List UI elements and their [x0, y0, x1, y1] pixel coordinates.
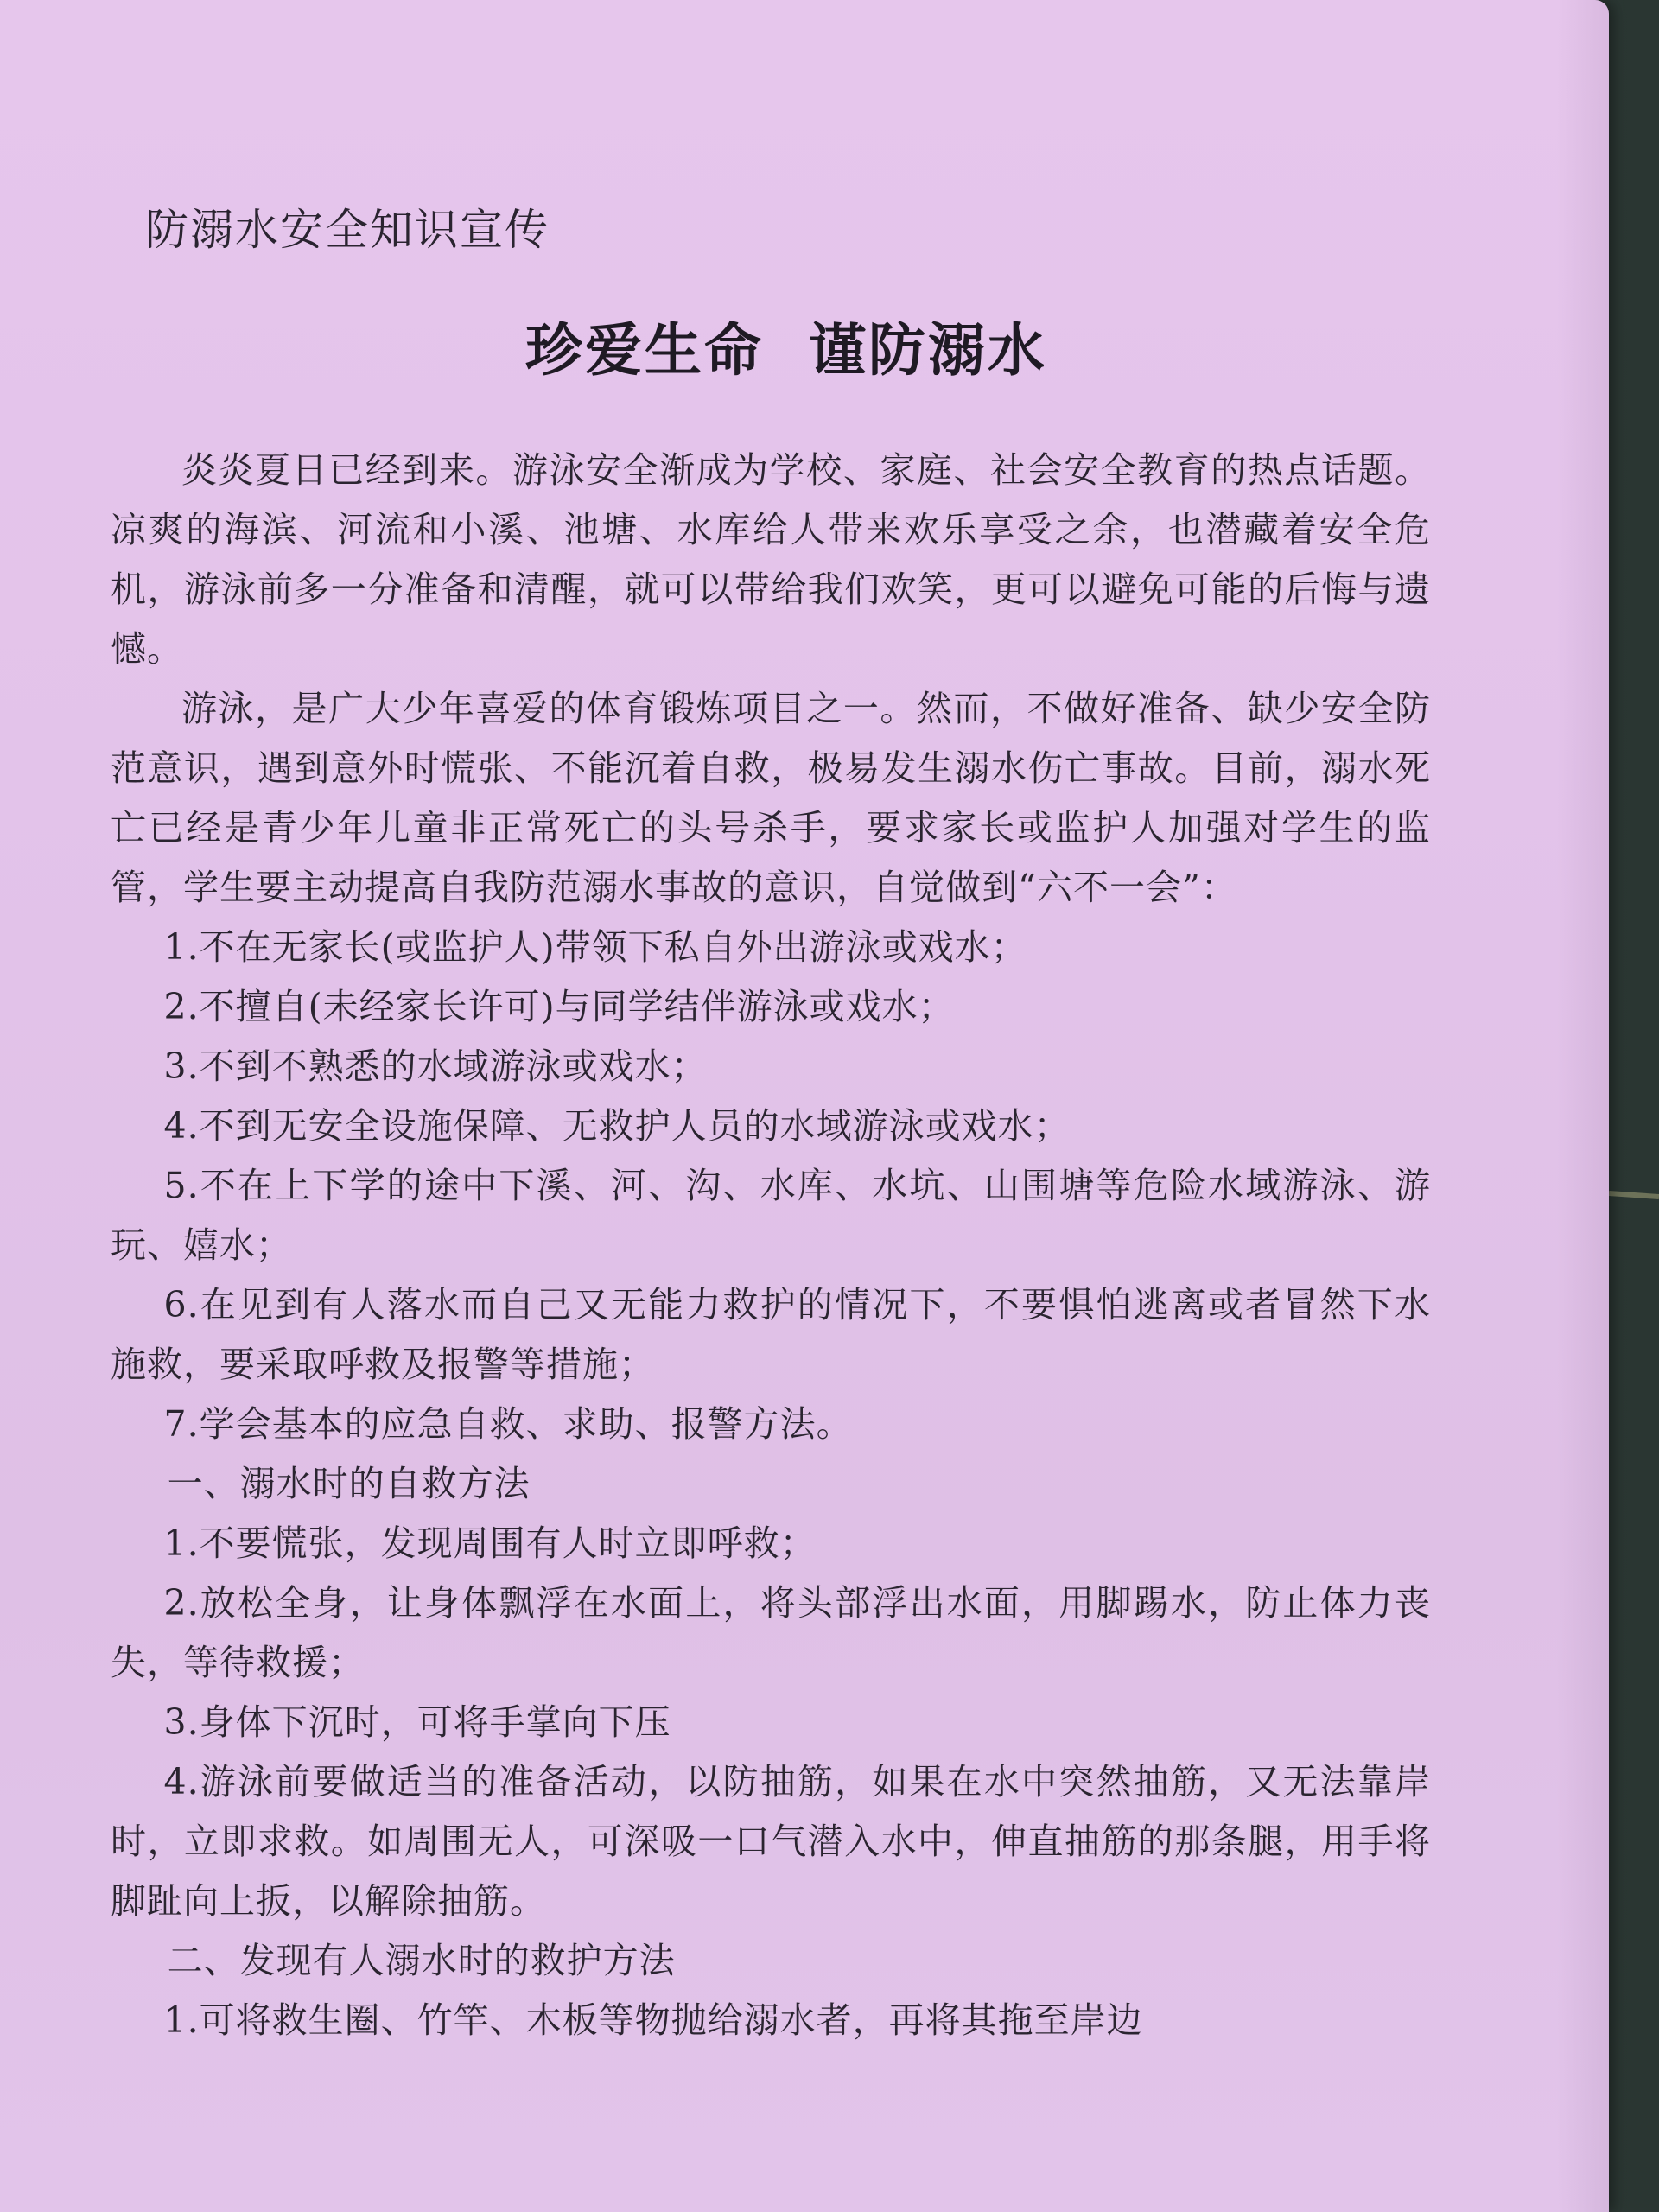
section-1-item-4: 4.游泳前要做适当的准备活动，以防抽筋，如果在水中突然抽筋，又无法靠岸时，立即求救。如周围无人，可深吸一口气潜入水中，伸直抽筋的那条腿，用手将脚趾向上扳，以解除抽筋。 — [111, 1761, 1431, 1922]
rule-3: 3.不到不熟悉的水域游泳或戏水； — [163, 1046, 708, 1087]
section-2-heading: 二、发现有人溺水时的救护方法 — [167, 1940, 676, 1981]
section-1-item-3: 3.身体下沉时，可将手掌向下压 — [163, 1701, 671, 1743]
rule-5: 5.不在上下学的途中下溪、河、沟、水库、水坑、山围塘等危险水域游泳、游玩、嬉水； — [111, 1165, 1431, 1266]
section-1-item-2: 2.放松全身，让身体飘浮在水面上，将头部浮出水面，用脚踢水，防止体力丧失，等待救援； — [111, 1582, 1431, 1683]
document-body — [111, 441, 1431, 2050]
rule-1: 1.不在无家长(或监护人)带领下私自外出游泳或戏水； — [163, 926, 1027, 968]
rule-6: 6.在见到有人落水而自己又无能力救护的情况下，不要惧怕逃离或者冒然下水施救，要采取呼救及报警等措施； — [111, 1284, 1431, 1385]
section-2-item-1: 1.可将救生圈、竹竿、木板等物抛给溺水者，再将其拖至岸边 — [163, 1999, 1143, 2041]
section-1-item-1: 1.不要慌张，发现周围有人时立即呼救； — [163, 1522, 817, 1564]
rule-2: 2.不擅自(未经家长许可)与同学结伴游泳或戏水； — [163, 986, 955, 1027]
intro-paragraph-2: 游泳，是广大少年喜爱的体育锻炼项目之一。然而，不做好准备、缺少安全防范意识，遇到意外时慌张、不能沉着自救，极易发生溺水伤亡事故。目前，溺水死亡已经是青少年儿童非正常死亡的头号杀手，要求家长或监护人加强对学生的监管，学生要主动提高自我防范溺水事故的意识，自觉做到“六不一会”： — [111, 688, 1431, 908]
document-title: 珍爱生命 谨防溺水 — [525, 317, 1047, 384]
section-1-heading: 一、溺水时的自救方法 — [167, 1463, 531, 1504]
document-header: 防溺水安全知识宣传 — [145, 205, 550, 255]
rule-4: 4.不到无安全设施保障、无救护人员的水域游泳或戏水； — [163, 1105, 1071, 1147]
rule-7: 7.学会基本的应急自救、求助、报警方法。 — [163, 1403, 853, 1445]
intro-paragraph-1: 炎炎夏日已经到来。游泳安全渐成为学校、家庭、社会安全教育的热点话题。凉爽的海滨、河流和小溪、池塘、水库给人带来欢乐享受之余，也潜藏着安全危机，游泳前多一分准备和清醒，就可以带给我们欢笑，更可以避免可能的后悔与遗憾。 — [111, 449, 1431, 670]
